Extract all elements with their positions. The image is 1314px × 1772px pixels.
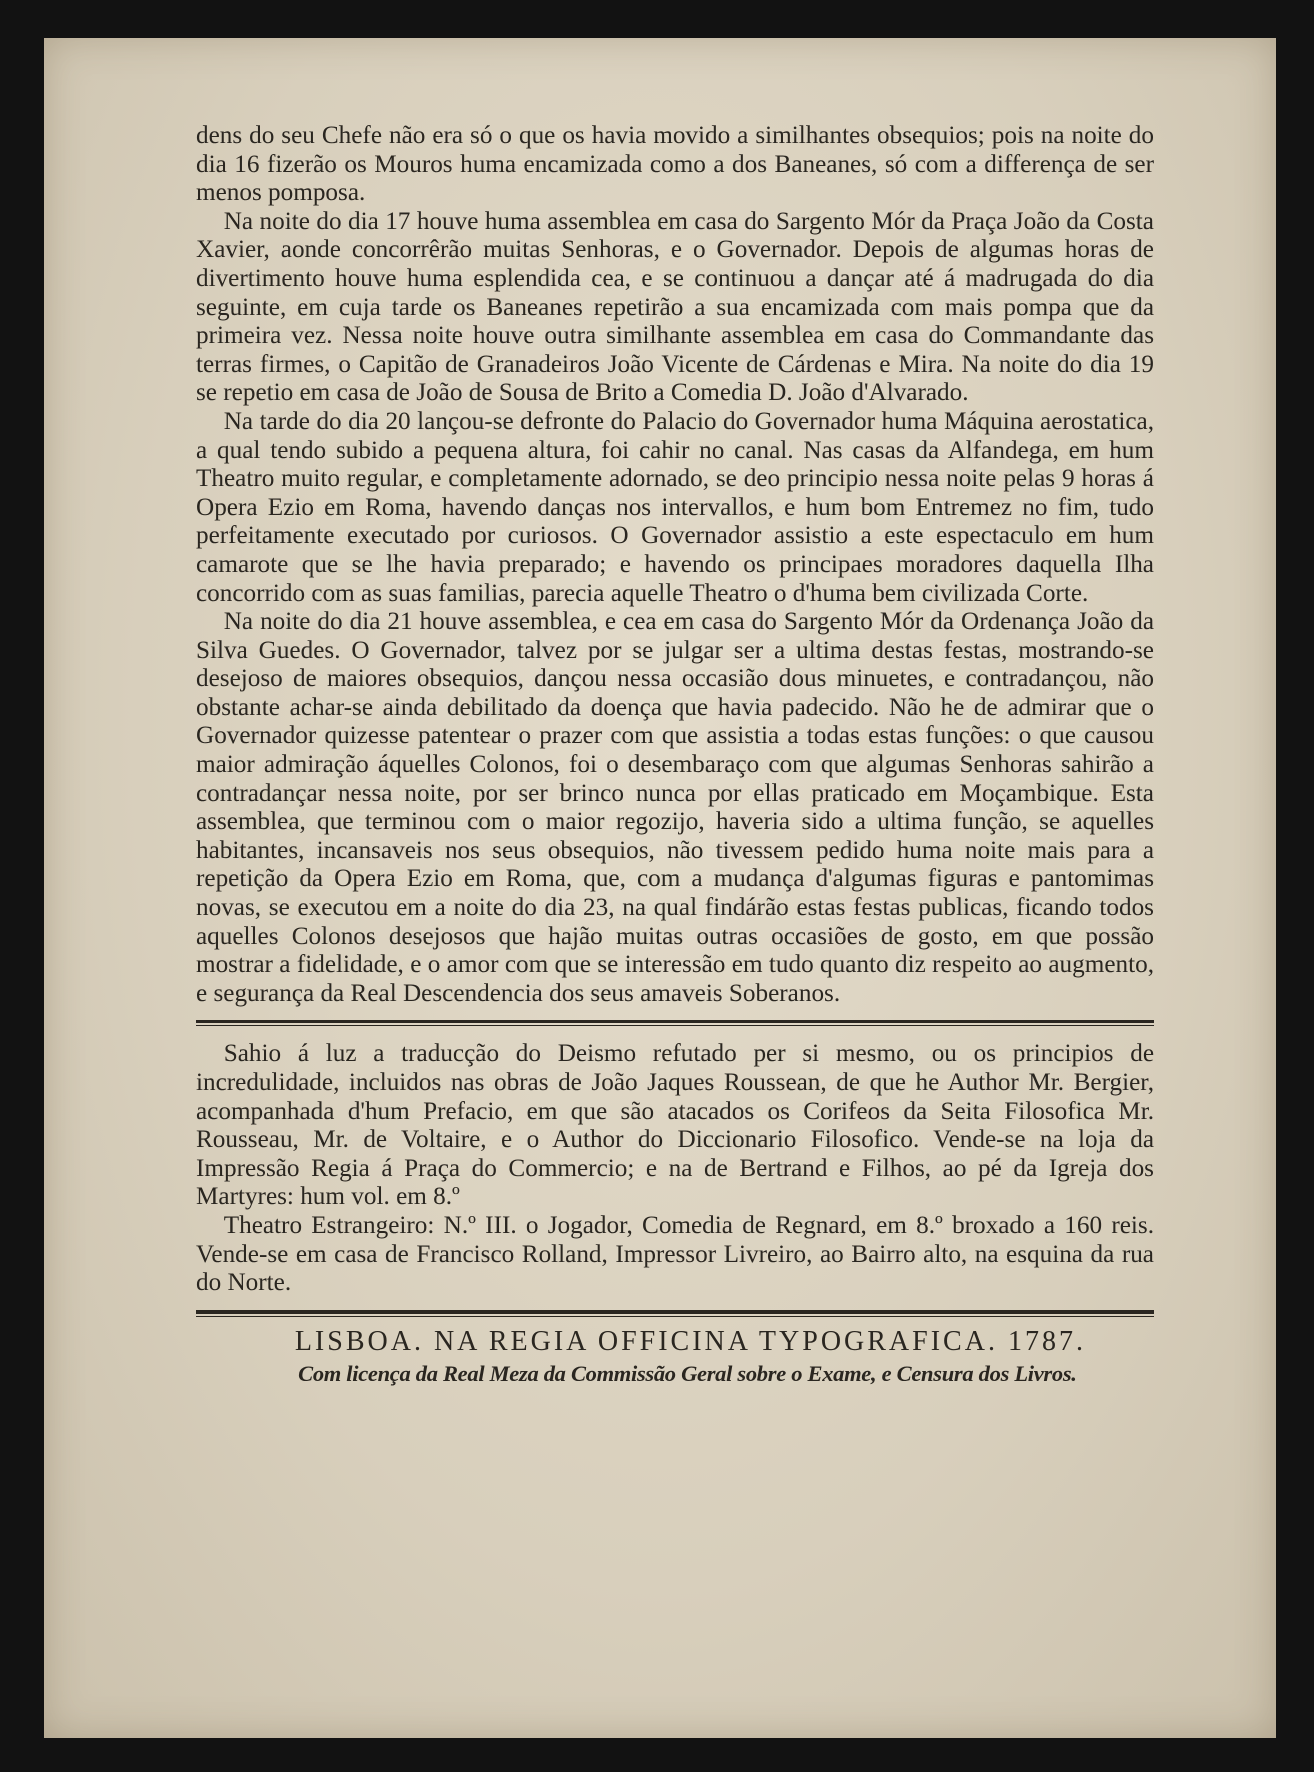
paragraph-2: Na noite do dia 17 houve huma assemblea em casa do Sargento Mór da Praça João da Costa Xavier, aonde concorrêrão muitas Senhoras, e o Governador. Depois de algumas horas de divertimento houve huma esplendida cea, e se continuou a dançar até á madrugada do dia seguinte, em cuja tarde os Baneanes repetirão a sua encamizada com mais pompa que da primeira vez. Nessa noite houve outra similhante assemblea em casa do Commandante das terras firmes, o Capitão de Granadeiros João Vicente de Cárdenas e Mira. Na noite do dia 19 se repetio em casa de João de Sousa de Brito a Comedia D. João d'Alvarado. [196, 207, 1154, 407]
paragraph-3: Na tarde do dia 20 lançou-se defronte do Palacio do Governador huma Máquina aerostatica, a qual tendo subido a pequena altura, foi cahir no canal. Nas casas da Alfandega, em hum Theatro muito regular, e completamente adornado, se deo principio nessa noite pelas 9 horas á Opera Ezio em Roma, havendo danças nos intervallos, e hum bom Entremez no fim, tudo perfeitamente executado por curiosos. O Governador assistio a este espectaculo em hum camarote que se lhe havia preparado; e havendo os principaes moradores daquella Ilha concorrido com as suas familias, parecia aquelle Theatro o d'huma bem civilizada Corte. [196, 407, 1154, 607]
license-line: Com licença da Real Meza da Commissão Geral sobre o Exame, e Censura dos Livros. [298, 1360, 1077, 1386]
imprint-line: LISBOA. NA REGIA OFFICINA TYPOGRAFICA. 1787. [294, 1325, 1086, 1357]
paragraph-4: Na noite do dia 21 houve assemblea, e cea em casa do Sargento Mór da Ordenança João da Silva Guedes. O Governador, talvez por se julgar ser a ultima destas festas, mostrando-se desejoso de maiores obsequios, dançou nessa occasião dous minuetes, e contradançou, não obstante achar-se ainda debilitado da doença que havia padecido. Não he de admirar que o Governador quizesse patentear o prazer com que assistia a todas estas funções: o que causou maior admiração áquelles Colonos, foi o desembaraço com que algumas Senhoras sahirão a contradançar nessa noite, por ser brinco nunca por ellas praticado em Moçambique. Esta assemblea, que terminou com o maior regozijo, haveria sido a ultima função, se aquelles habitantes, incansaveis nos seus obsequios, não tivessem pedido huma noite mais para a repetição da Opera Ezio em Roma, que, com a mudança d'algumas figuras e pantomimas novas, se executou em a noite do dia 23, na qual findárão estas festas publicas, ficando todos aquelles Colonos desejosos que hajão muitas outras occasiões de gosto, em que possão mostrar a fidelidade, e o amor com que se interessão em tudo quanto diz respeito ao augmento, e segurança da Real Descendencia dos seus amaveis Soberanos. [196, 608, 1154, 1007]
section-divider [196, 1020, 1154, 1026]
paragraph-1: dens do seu Chefe não era só o que os havia movido a similhantes obsequios; pois na noite do dia 16 fizerão os Mouros huma encamizada como a dos Baneanes, só com a differença de ser menos pomposa. [196, 122, 1154, 207]
notice-theatro: Theatro Estrangeiro: N.º III. o Jogador, Comedia de Regnard, em 8.º broxado a 160 reis. Vende-se em casa de Francisco Rolland, Impressor Livreiro, ao Bairro alto, na esquina da rua do Norte. [196, 1211, 1154, 1297]
notice-deismo: Sahio á luz a traducção do Deismo refutado per si mesmo, ou os principios de incredulidade, incluidos nas obras de João Jaques Roussean, de que he Author Mr. Bergier, acompanhada d'hum Prefacio, em que são atacados os Corifeos da Seita Filosofica Mr. Rousseau, Mr. de Voltaire, e o Author do Diccionario Filosofico. Vende-se na loja da Impressão Regia á Praça do Commercio; e na de Bertrand e Filhos, ao pé da Igreja dos Martyres: hum vol. em 8.º [196, 1040, 1154, 1211]
document-body [196, 122, 1154, 1389]
imprint-divider [196, 1310, 1154, 1317]
